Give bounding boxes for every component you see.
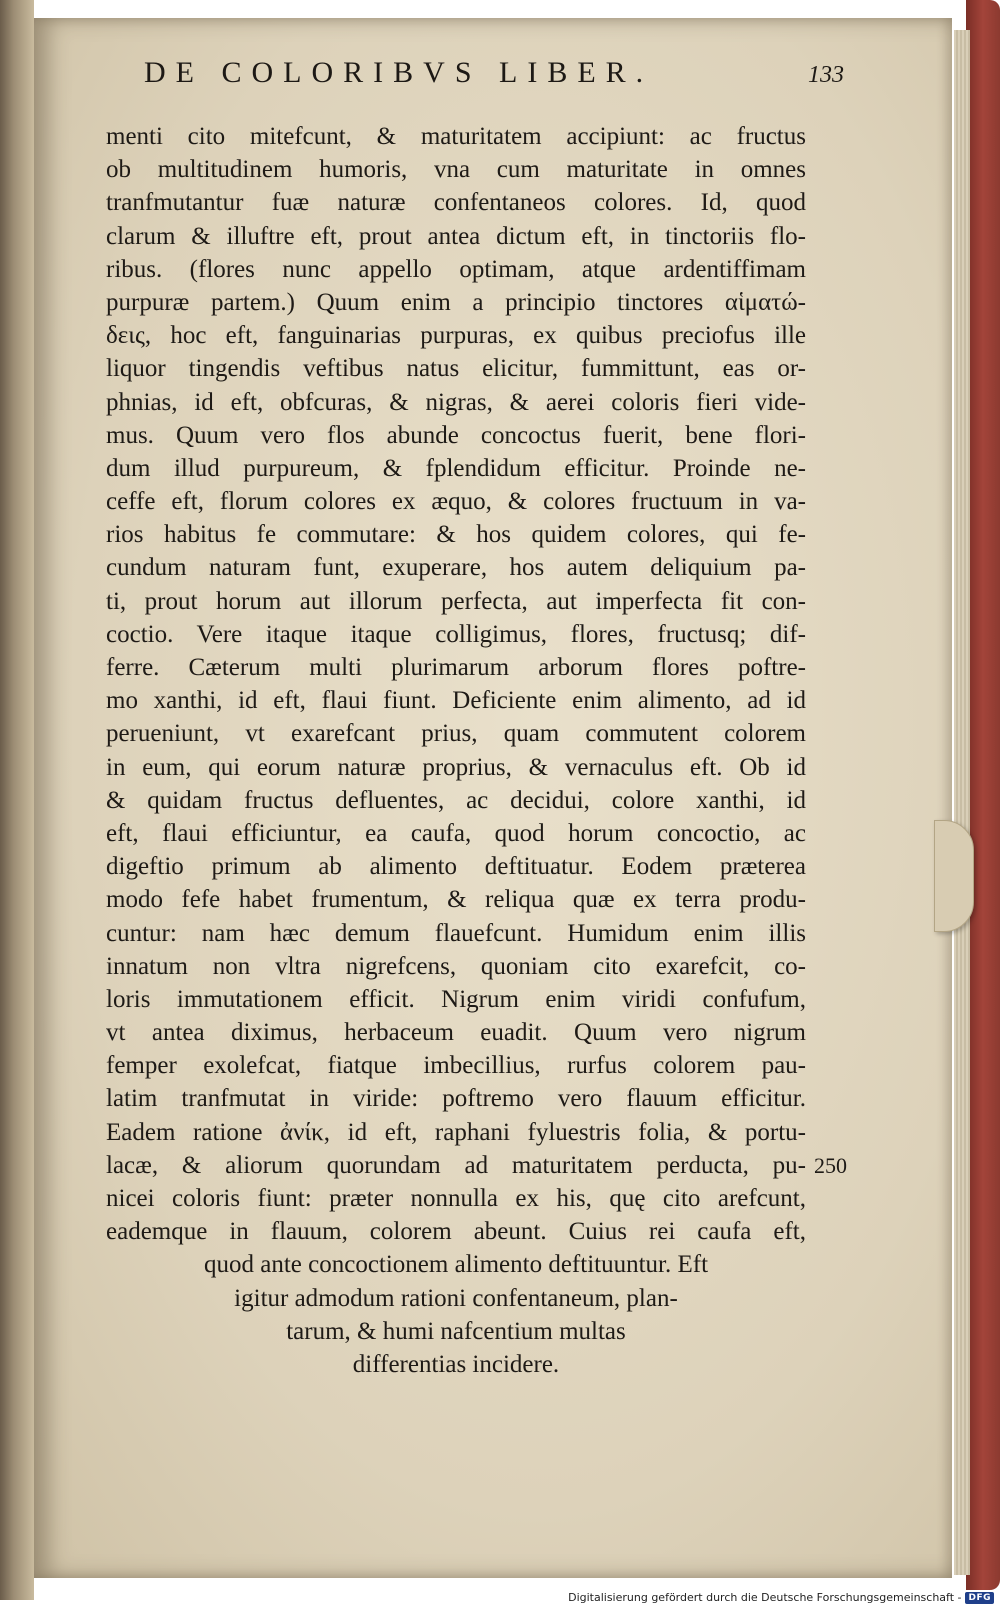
body-text — [106, 120, 806, 1381]
text-line: ceffe eft, florum colores ex æquo, & colores fructuum in va- — [106, 488, 806, 516]
text-line: ob multitudinem humoris, vna cum maturitate in omnes — [106, 156, 806, 184]
marginal-line-number: 250 — [814, 1153, 847, 1178]
text-line: ribus. (flores nunc appello optimam, atque ardentiffimam — [106, 255, 806, 283]
book-page — [34, 18, 952, 1578]
text-line: latim tranfmutat in viride: poftremo vero flauum efficitur. — [106, 1085, 806, 1113]
page-edges — [954, 30, 970, 1575]
text-line: in eum, qui eorum naturæ proprius, & vernaculus eft. Ob id — [106, 753, 806, 781]
text-line: ferre. Cæterum multi plurimarum arborum flores poftre- — [106, 654, 806, 681]
closing-line: quod ante concoctionem alimento deftituuntur. Eft — [203, 1251, 709, 1279]
text-line: dum illud purpureum, & fplendidum efficitur. Proinde ne- — [106, 454, 806, 482]
closing-line: igitur admodum rationi confentaneum, plan- — [234, 1284, 678, 1312]
text-line: perueniunt, vt exarefcant prius, quam commutent colorem — [106, 720, 806, 748]
text-line: purpuræ partem.) Quum enim a principio tinctores αἱματώ- — [106, 288, 806, 316]
text-line: mus. Quum vero flos abunde concoctus fuerit, bene flori- — [106, 421, 806, 449]
text-line: digeftio primum ab alimento deftituatur. Eodem præterea — [106, 853, 806, 881]
closing-line: differentias incidere. — [352, 1350, 560, 1378]
text-line: ti, prout horum aut illorum perfecta, aut imperfecta fit con- — [106, 587, 806, 615]
text-line: loris immutationem efficit. Nigrum enim viridi confufum, — [106, 985, 806, 1013]
text-line: cundum naturam funt, exuperare, hos autem deliquium pa- — [106, 554, 806, 582]
text-line: phnias, id eft, obfcuras, & nigras, & aerei coloris fieri vide- — [106, 388, 806, 416]
text-line: mo xanthi, id eft, flaui fiunt. Deficiente enim alimento, ad id — [106, 687, 806, 715]
text-line: rios habitus fe commutare: & hos quidem colores, qui fe- — [106, 521, 806, 549]
text-line: tranfmutantur fuæ naturæ confentaneos colores. Id, quod — [106, 189, 806, 217]
text-line: nicei coloris fiunt: præter nonnulla ex his, quę cito arefcunt, — [106, 1185, 806, 1212]
text-line: & quidam fructus defluentes, ac decidui, colore xanthi, id — [106, 786, 806, 814]
dfg-logo: DFG — [965, 1592, 994, 1604]
text-line: cuntur: nam hæc demum flauefcunt. Humidum enim illis — [106, 919, 806, 947]
text-line: menti cito mitefcunt, & maturitatem accipiunt: ac fructus — [106, 123, 806, 150]
text-line: clarum & illuftre eft, prout antea dictum eft, in tinctoriis flo- — [106, 222, 806, 250]
book-cover-right — [966, 0, 1000, 1590]
closing-line: tarum, & humi nafcentium multas — [286, 1317, 626, 1345]
text-line: δεις, hoc eft, fanguinarias purpuras, ex quibus preciofus ille — [106, 322, 806, 350]
bookmark-tab — [934, 820, 974, 932]
text-line: eademque in flauum, colorem abeunt. Cuius rei caufa eft, — [106, 1218, 806, 1246]
text-line: liquor tingendis veftibus natus elicitur, fummittunt, eas or- — [106, 355, 806, 383]
credit-text: Digitalisierung gefördert durch die Deutsche Forschungsgemeinschaft - — [568, 1591, 962, 1604]
text-line: innatum non vltra nigrefcens, quoniam cito exarefcit, co- — [106, 952, 806, 980]
folio-number: 133 — [808, 62, 844, 88]
text-line: lacæ, & aliorum quorundam ad maturitatem perducta, pu- — [106, 1151, 806, 1179]
book-binding-left — [0, 0, 34, 1600]
text-line: femper exolefcat, fiatque imbecillius, rurfus colorem pau- — [106, 1052, 806, 1080]
running-head — [144, 56, 844, 90]
running-title: DE COLORIBVS LIBER. — [144, 56, 654, 89]
text-line: modo fefe habet frumentum, & reliqua quæ ex terra produ- — [106, 886, 806, 914]
text-line: eft, flaui efficiuntur, ea caufa, quod horum concoctio, ac — [106, 819, 806, 847]
text-line: Eadem ratione ἀνίκ, id eft, raphani fyluestris folia, & portu- — [106, 1118, 806, 1146]
text-line: coctio. Vere itaque itaque colligimus, flores, fructusq; dif- — [106, 620, 806, 648]
text-line: vt antea diximus, herbaceum euadit. Quum vero nigrum — [106, 1019, 806, 1047]
digitization-credit — [568, 1591, 994, 1604]
